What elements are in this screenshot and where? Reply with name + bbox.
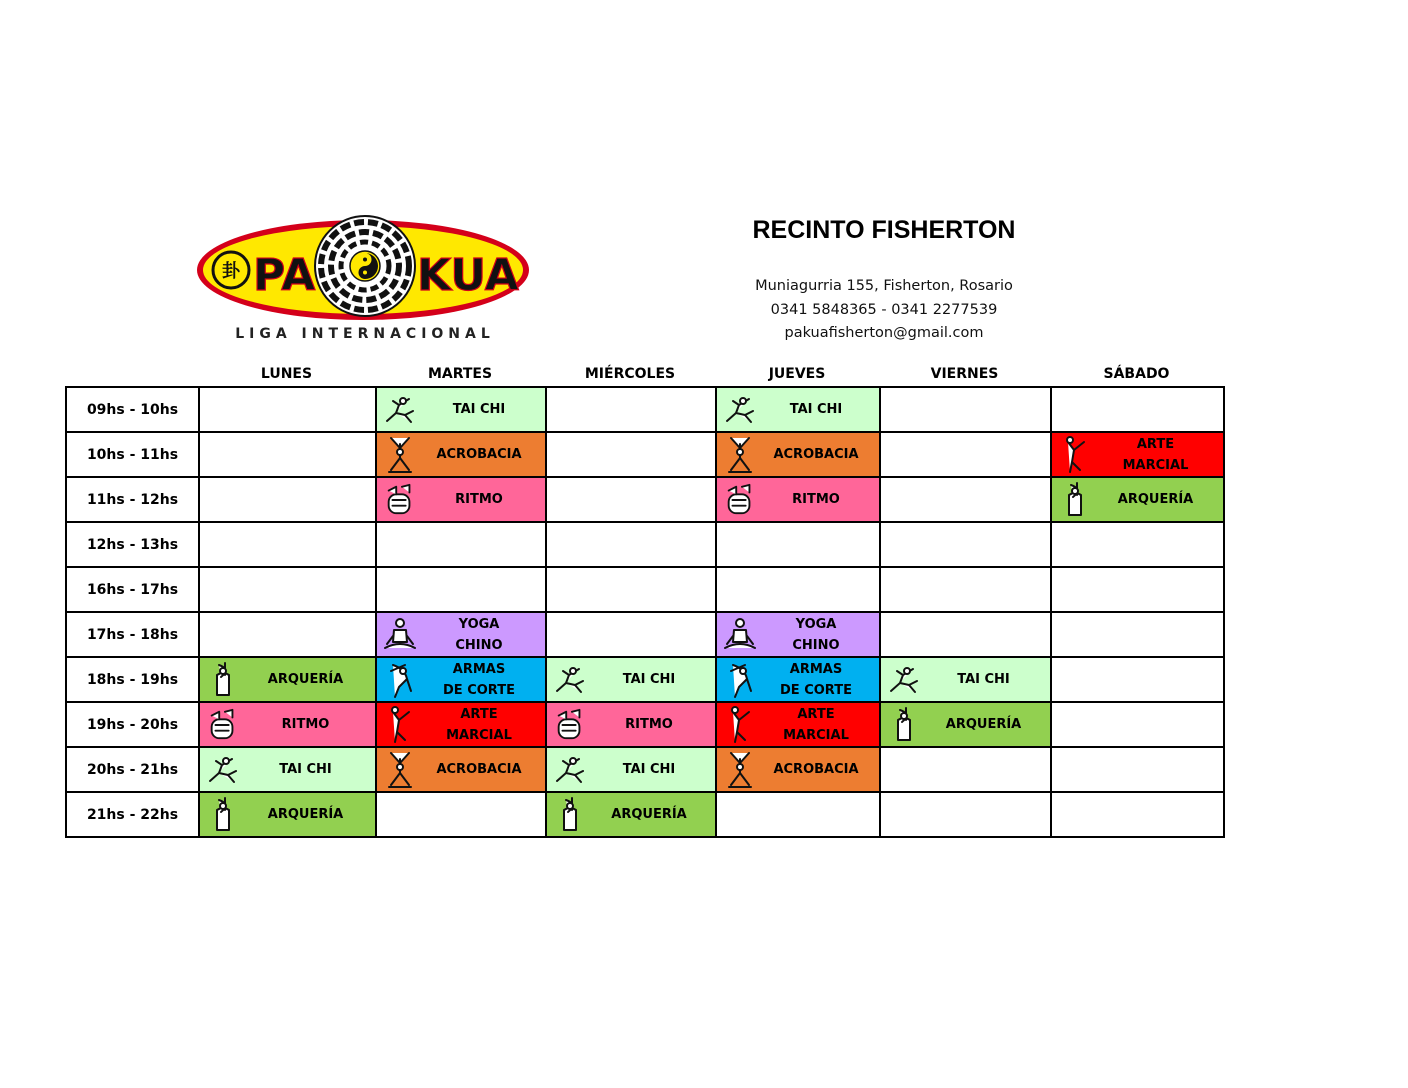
class-label: TAI CHI [789,402,843,417]
class-cell-arqueria [1051,477,1224,522]
class-cell-armas [376,657,546,702]
empty-cell [546,477,716,522]
time-slot: 16hs - 17hs [66,567,199,612]
time-slot: 11hs - 12hs [66,477,199,522]
schedule-row [66,792,1224,837]
class-cell-arte [716,702,880,747]
time-slot: 21hs - 22hs [66,792,199,837]
martial-kick-figure-icon [1058,436,1092,474]
schedule-row [66,657,1224,702]
blade-figure-icon [723,661,757,699]
class-block [717,388,879,431]
empty-cell [880,432,1051,477]
class-label: ARTE MARCIAL [783,706,849,743]
day-header: MIÉRCOLES [584,366,676,382]
martial-kick-figure-icon [723,706,757,744]
class-label: ARTE MARCIAL [1122,436,1189,473]
tai-chi-figure-icon [723,391,757,429]
class-cell-yoga [716,612,880,657]
class-block [547,748,715,791]
empty-cell [546,567,716,612]
class-label: ARQUERÍA [267,672,344,687]
class-block [717,748,879,791]
schedule-table [65,386,1225,838]
empty-cell [716,792,880,837]
empty-cell [199,477,376,522]
empty-cell [880,747,1051,792]
acrobat-figure-icon [723,436,757,474]
class-cell-ritmo [199,702,376,747]
archer-figure-icon [553,796,587,834]
class-block [200,748,375,791]
class-cell-arqueria [546,792,716,837]
empty-cell [880,477,1051,522]
schedule-row [66,747,1224,792]
phone-text: 0341 5848365 - 0341 2277539 [770,301,998,318]
class-block [1052,478,1223,521]
empty-cell [199,567,376,612]
class-cell-ritmo [376,477,546,522]
meditation-figure-icon [723,616,757,654]
class-cell-arqueria [199,792,376,837]
pakua-logo [195,214,535,348]
class-block [717,703,879,746]
tai-chi-figure-icon [887,661,921,699]
schedule-row [66,387,1224,432]
class-label: YOGA CHINO [455,616,503,653]
class-cell-taichi [546,657,716,702]
time-slot: 17hs - 18hs [66,612,199,657]
empty-cell [546,522,716,567]
tai-chi-figure-icon [553,661,587,699]
class-cell-arte [1051,432,1224,477]
class-cell-yoga [376,612,546,657]
schedule-row [66,567,1224,612]
class-label: ARQUERÍA [945,717,1022,732]
class-cell-arte [376,702,546,747]
archer-figure-icon [1058,481,1092,519]
class-cell-acrobacia [376,432,546,477]
class-label: TAI CHI [957,672,1010,687]
class-cell-ritmo [546,702,716,747]
class-label: ARMAS DE CORTE [443,661,515,698]
schedule-row [66,432,1224,477]
class-block [377,658,545,701]
archer-figure-icon [887,706,921,744]
recinto-info [720,216,1048,346]
class-label: RITMO [281,717,330,732]
time-slot: 19hs - 20hs [66,702,199,747]
class-label: ARQUERÍA [611,807,687,822]
class-block [377,433,545,476]
meditation-figure-icon [383,616,417,654]
class-label: RITMO [455,492,503,507]
class-cell-ritmo [716,477,880,522]
archer-figure-icon [206,796,240,834]
logo-subtitle: LIGA INTERNACIONAL [235,326,495,342]
time-slot: 12hs - 13hs [66,522,199,567]
class-label: ARQUERÍA [267,807,344,822]
time-slot: 10hs - 11hs [66,432,199,477]
class-block [377,613,545,656]
class-label: RITMO [792,492,840,507]
empty-cell [1051,747,1224,792]
class-cell-acrobacia [376,747,546,792]
drum-fist-icon [723,481,757,519]
class-label: TAI CHI [279,762,332,777]
class-cell-taichi [376,387,546,432]
empty-cell [716,522,880,567]
empty-cell [880,612,1051,657]
class-cell-taichi [880,657,1051,702]
class-block [717,613,879,656]
schedule-row [66,612,1224,657]
class-block [717,433,879,476]
acrobat-figure-icon [723,751,757,789]
schedule-row [66,522,1224,567]
class-block [881,703,1050,746]
empty-cell [199,387,376,432]
class-cell-taichi [199,747,376,792]
svg-text:卦: 卦 [222,261,240,282]
class-block [377,478,545,521]
class-label: TAI CHI [622,762,676,777]
empty-cell [199,612,376,657]
day-header: VIERNES [930,366,999,382]
class-label: ARTE MARCIAL [446,706,512,743]
empty-cell [546,612,716,657]
class-label: TAI CHI [622,672,676,687]
class-block [547,658,715,701]
class-block [717,478,879,521]
class-block [717,658,879,701]
class-label: ARQUERÍA [1117,492,1194,507]
class-block [547,703,715,746]
empty-cell [880,387,1051,432]
time-slot: 09hs - 10hs [66,387,199,432]
day-header: LUNES [260,366,313,382]
empty-cell [376,792,546,837]
empty-cell [199,522,376,567]
class-block [200,793,375,836]
empty-cell [1051,567,1224,612]
tai-chi-figure-icon [206,751,240,789]
class-label: YOGA CHINO [792,616,840,653]
class-cell-armas [716,657,880,702]
email-link[interactable]: pakuafisherton@gmail.com [784,325,984,341]
empty-cell [376,567,546,612]
tai-chi-figure-icon [553,751,587,789]
class-label: ARMAS DE CORTE [780,661,852,698]
day-header: MARTES [427,366,493,382]
class-block [547,793,715,836]
martial-kick-figure-icon [383,706,417,744]
page-title: RECINTO FISHERTON [752,216,1016,244]
time-slot: 18hs - 19hs [66,657,199,702]
class-label: ACROBACIA [436,447,522,462]
empty-cell [880,567,1051,612]
class-block [200,703,375,746]
acrobat-figure-icon [383,436,417,474]
pakua-logo-graphic [195,214,535,324]
class-block [200,658,375,701]
class-block [377,388,545,431]
empty-cell [880,792,1051,837]
schedule-row [66,477,1224,522]
class-cell-arqueria [199,657,376,702]
class-block [881,658,1050,701]
day-header: JUEVES [768,366,826,382]
class-cell-taichi [546,747,716,792]
blade-figure-icon [383,661,417,699]
empty-cell [1051,387,1224,432]
acrobat-figure-icon [383,751,417,789]
drum-fist-icon [553,706,587,744]
archer-figure-icon [206,661,240,699]
class-cell-acrobacia [716,432,880,477]
class-label: ACROBACIA [773,762,859,777]
empty-cell [880,522,1051,567]
drum-fist-icon [206,706,240,744]
empty-cell [376,522,546,567]
drum-fist-icon [383,481,417,519]
empty-cell [1051,657,1224,702]
empty-cell [1051,612,1224,657]
day-header: SÁBADO [1103,366,1170,382]
time-slot: 20hs - 21hs [66,747,199,792]
class-cell-arqueria [880,702,1051,747]
class-block [377,703,545,746]
class-cell-acrobacia [716,747,880,792]
class-cell-taichi [716,387,880,432]
class-label: ACROBACIA [436,762,522,777]
empty-cell [1051,522,1224,567]
class-label: TAI CHI [452,402,506,417]
address-text: Muniagurria 155, Fisherton, Rosario [755,278,1013,294]
empty-cell [199,432,376,477]
empty-cell [716,567,880,612]
class-label: ACROBACIA [773,447,859,462]
yin-yang-bagua-icon [315,216,415,316]
logo-word-pa: PA [253,250,316,301]
class-label: RITMO [625,717,673,732]
empty-cell [546,432,716,477]
tai-chi-figure-icon [383,391,417,429]
logo-word-kua: KUA [417,250,519,301]
schedule-row [66,702,1224,747]
class-block [377,748,545,791]
empty-cell [1051,702,1224,747]
empty-cell [1051,792,1224,837]
class-block [1052,433,1223,476]
empty-cell [546,387,716,432]
